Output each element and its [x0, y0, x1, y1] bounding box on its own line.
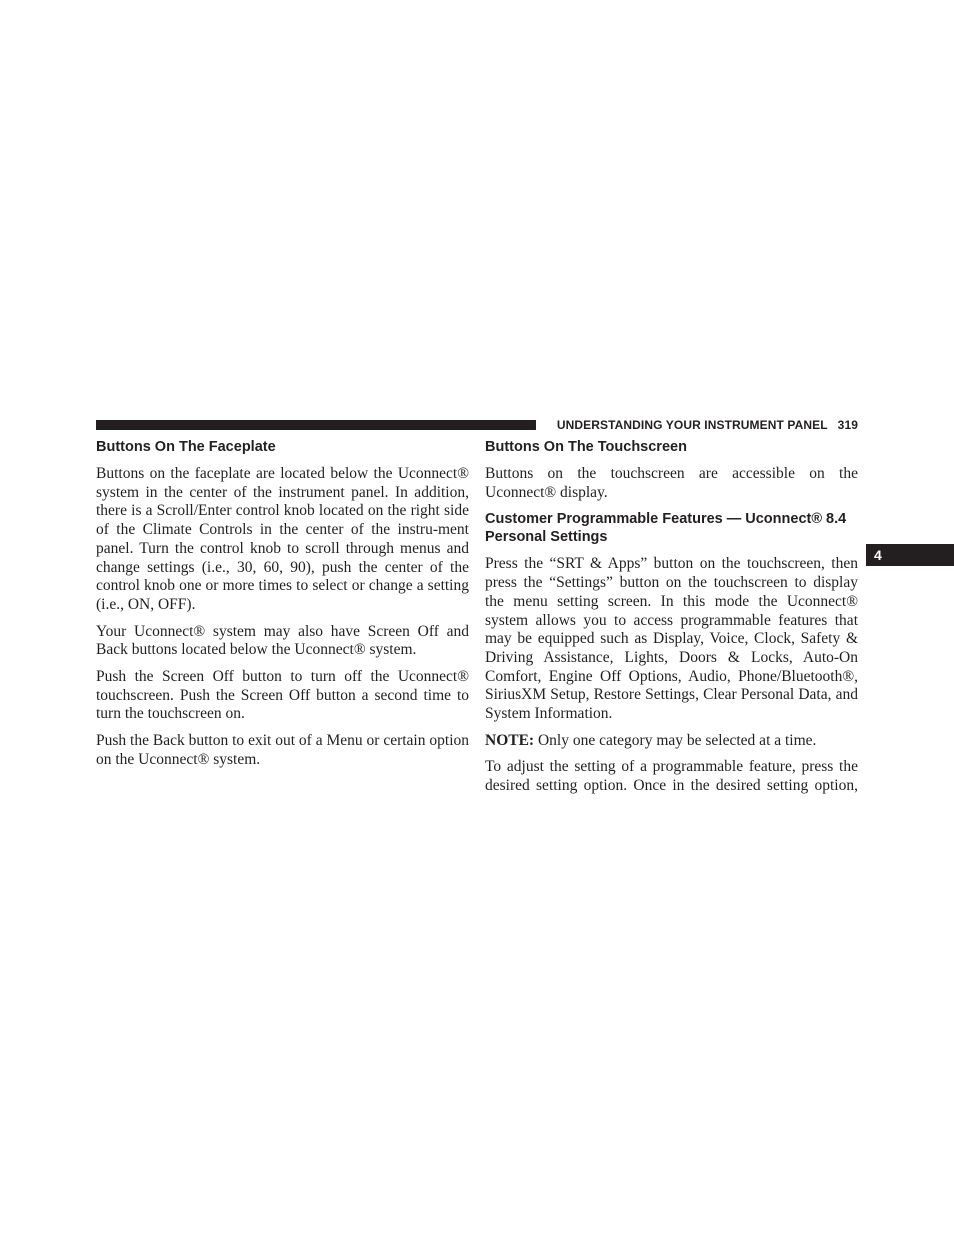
- right-column: [485, 438, 858, 804]
- heading-programmable-features: Customer Programmable Features — Uconnect® 8.4 Personal Settings: [485, 511, 847, 546]
- paragraph-screen-off-usage: Push the Screen Off button to turn off the Uconnect® touchscreen. Push the Screen Off button a second time to turn the touchscreen on.: [96, 668, 469, 723]
- heading-touchscreen-buttons: Buttons On The Touchscreen: [485, 439, 687, 455]
- note-label: NOTE:: [485, 731, 535, 749]
- paragraph-screen-off-back: Your Uconnect® system may also have Screen Off and Back buttons located below the Uconnect® system.: [96, 622, 469, 659]
- paragraph-faceplate-location: Buttons on the faceplate are located below the Uconnect® system in the center of the instrument panel. In addition, there is a Scroll/Enter control knob located on the right side of the Climate Controls in the center of the instru-ment panel. Turn the control knob to scroll through menus and change settings (i.e., 30, 60, 90), push the center of the control knob one or more times to select or change a setting (i.e., ON, OFF).: [96, 465, 469, 613]
- heading-faceplate-buttons: Buttons On The Faceplate: [96, 439, 276, 455]
- note-paragraph: [485, 732, 858, 751]
- header-rule: [96, 420, 536, 430]
- chapter-tab: 4: [866, 544, 954, 566]
- paragraph-touchscreen-buttons: Buttons on the touchscreen are accessible on the Uconnect® display.: [485, 465, 858, 501]
- paragraph-back-button: Push the Back button to exit out of a Menu or certain option on the Uconnect® system.: [96, 732, 469, 768]
- note-text: Only one category may be selected at a time.: [534, 731, 817, 749]
- paragraph-settings-menu: Press the “SRT & Apps” button on the touchscreen, then press the “Settings” button on the touchscreen to display the menu setting screen. In this mode the Uconnect® system allows you to access programmable features that may be equipped such as Display, Voice, Clock, Safety & Driving Assistance, Lights, Doors & Locks, Auto-On Comfort, Engine Off Options, Audio, Phone/Bluetooth®, SiriusXM Setup, Restore Settings, Clear Personal Data, and System Information.: [485, 555, 858, 723]
- left-column: [96, 438, 469, 778]
- section-title: UNDERSTANDING YOUR INSTRUMENT PANEL: [556, 418, 828, 432]
- running-header: [546, 417, 858, 433]
- page-number: 319: [837, 418, 858, 432]
- paragraph-adjust-setting: To adjust the setting of a programmable feature, press the desired setting option. Once in the desired setting option,: [485, 758, 858, 795]
